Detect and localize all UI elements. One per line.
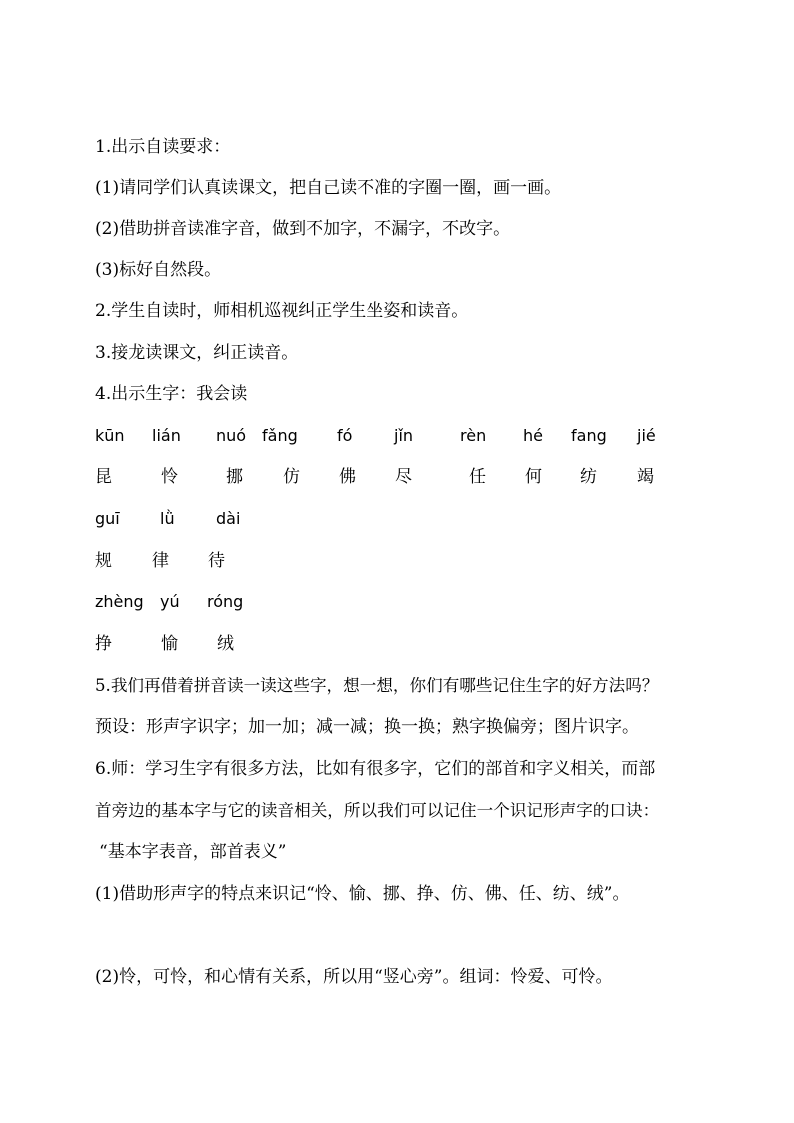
step-6-line-1: 6.师：学习生字有很多方法，比如有很多字，它们的部首和字义相关，而部 bbox=[95, 759, 656, 779]
character-item: 怜 bbox=[161, 467, 178, 487]
pinyin-item: jǐn bbox=[394, 426, 414, 445]
pinyin-row-3 bbox=[95, 592, 715, 612]
pinyin-item: guī bbox=[95, 509, 120, 528]
step-5-preset: 预设：形声字识字；加一加；减一减；换一换；熟字换偏旁；图片识字。 bbox=[95, 717, 639, 737]
step-1-item-2: (2)借助拼音读准字音，做到不加字，不漏字，不改字。 bbox=[95, 219, 511, 239]
char-row-2 bbox=[95, 551, 715, 571]
character-item: 仿 bbox=[283, 467, 300, 487]
character-item: 挪 bbox=[226, 467, 243, 487]
pinyin-item: fang bbox=[571, 426, 607, 445]
character-item: 佛 bbox=[339, 467, 356, 487]
pinyin-item: yú bbox=[160, 592, 180, 611]
character-item: 愉 bbox=[161, 634, 178, 654]
pinyin-row-1 bbox=[95, 426, 715, 446]
character-item: 任 bbox=[469, 467, 486, 487]
pinyin-item: rèn bbox=[460, 426, 487, 445]
character-item: 规 bbox=[95, 551, 112, 571]
mnemonic-formula: “基本字表音，部首表义” bbox=[99, 842, 287, 862]
character-item: 待 bbox=[208, 551, 225, 571]
pinyin-row-2 bbox=[95, 509, 715, 529]
pinyin-item: lián bbox=[152, 426, 181, 445]
step-6-item-2: (2)怜，可怜，和心情有关系，所以用“竖心旁”。组词：怜爱、可怜。 bbox=[95, 967, 613, 987]
step-1-heading: 1.出示自读要求： bbox=[95, 137, 231, 157]
character-item: 尽 bbox=[395, 467, 412, 487]
character-item: 纺 bbox=[580, 467, 597, 487]
pinyin-item: róng bbox=[207, 592, 244, 611]
step-1-item-3: (3)标好自然段。 bbox=[95, 260, 222, 280]
pinyin-item: fó bbox=[337, 426, 353, 445]
step-5: 5.我们再借着拼音读一读这些字，想一想，你们有哪些记住生字的好方法吗？ bbox=[95, 676, 659, 695]
pinyin-item: dài bbox=[216, 509, 241, 528]
character-item: 挣 bbox=[95, 634, 112, 654]
pinyin-item: zhèng bbox=[95, 592, 144, 611]
pinyin-item: jié bbox=[637, 426, 656, 445]
step-3: 3.接龙读课文，纠正读音。 bbox=[95, 343, 299, 363]
character-item: 昆 bbox=[95, 467, 112, 487]
pinyin-item: fǎng bbox=[262, 426, 298, 445]
pinyin-item: hé bbox=[523, 426, 543, 445]
character-item: 竭 bbox=[637, 467, 654, 487]
step-6-line-2: 首旁边的基本字与它的读音相关，所以我们可以记住一个识记形声字的口诀： bbox=[95, 801, 660, 820]
pinyin-item: nuó bbox=[216, 426, 247, 445]
step-1-item-1: (1)请同学们认真读课文，把自己读不准的字圈一圈，画一画。 bbox=[95, 178, 562, 198]
character-item: 绒 bbox=[217, 634, 234, 654]
pinyin-item: kūn bbox=[95, 426, 125, 445]
char-row-3 bbox=[95, 634, 715, 654]
step-4-heading: 4.出示生字：我会读 bbox=[95, 384, 248, 404]
character-item: 何 bbox=[525, 467, 542, 487]
char-row-1 bbox=[95, 467, 715, 487]
character-item: 律 bbox=[152, 551, 169, 571]
step-6-item-1: (1)借助形声字的特点来识记“怜、愉、挪、挣、仿、佛、任、纺、绒”。 bbox=[95, 884, 630, 904]
pinyin-item: lǜ bbox=[160, 509, 175, 528]
step-2: 2.学生自读时，师相机巡视纠正学生坐姿和读音。 bbox=[95, 301, 469, 321]
